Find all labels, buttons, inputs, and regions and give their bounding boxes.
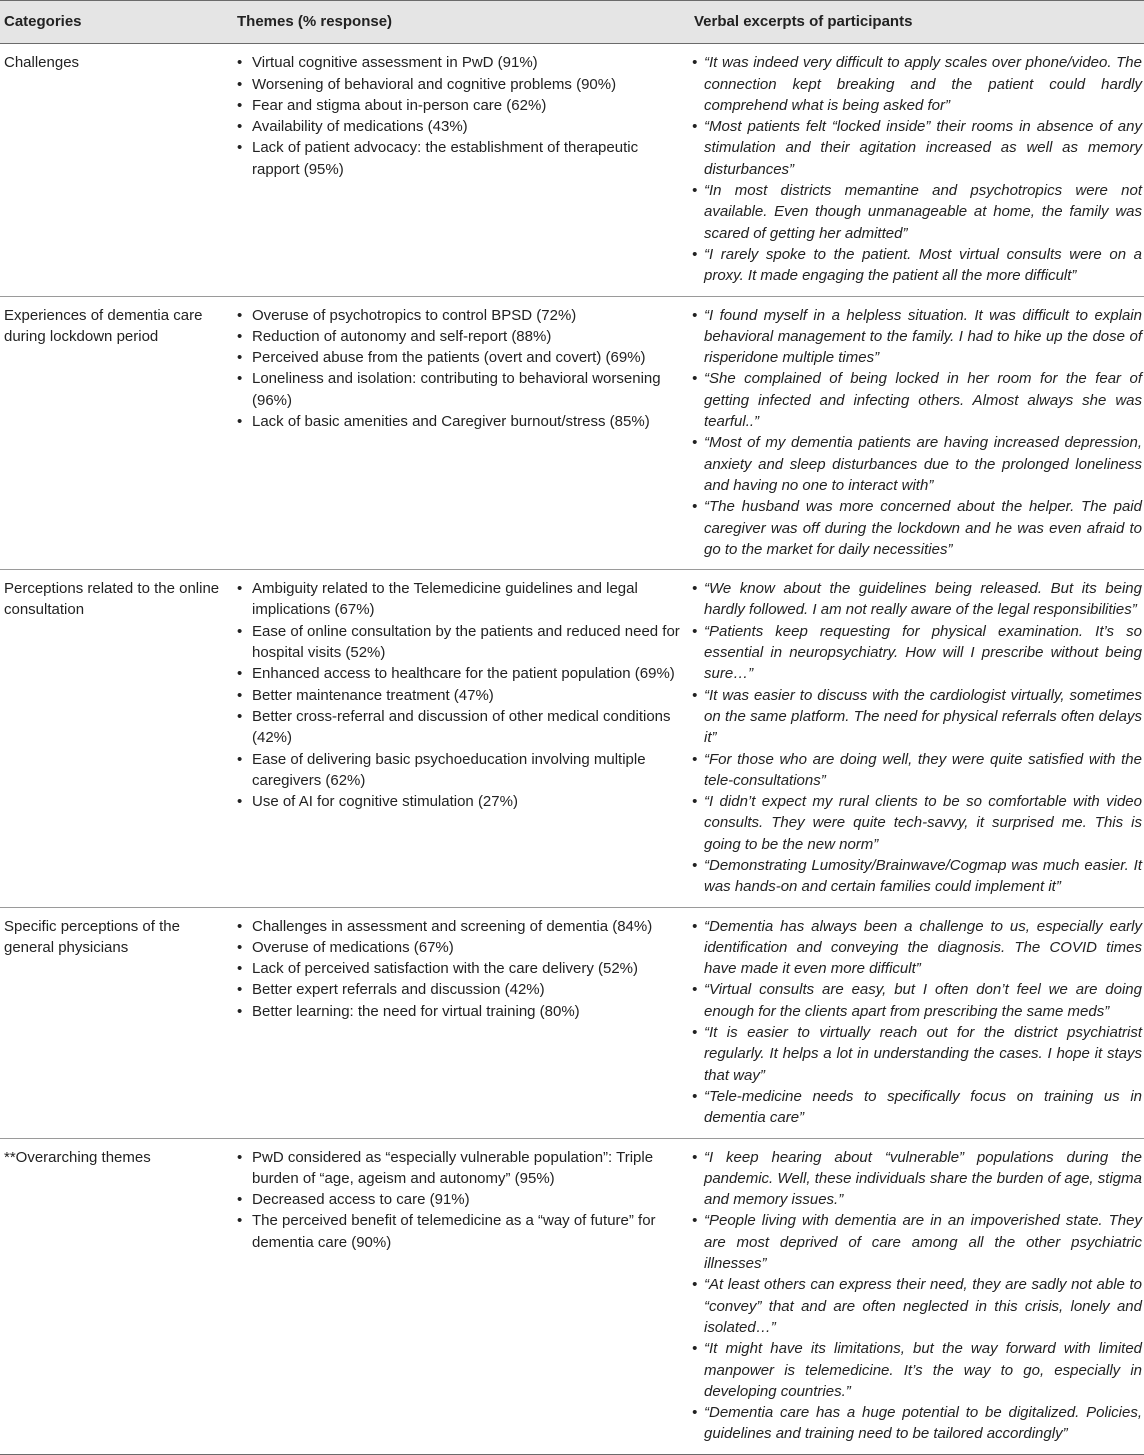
excerpt-item: • “At least others can express their need, they are sadly not able to “convey” that and are often neglected in this crisis, lonely and isolated…” — [692, 1274, 1142, 1338]
themes-cell — [233, 296, 690, 570]
category-cell: Experiences of dementia care during lockdown period — [0, 296, 233, 570]
excerpts-list — [692, 916, 1142, 1129]
theme-item: • Better learning: the need for virtual training (80%) — [237, 1001, 686, 1022]
theme-item: • Fear and stigma about in-person care (62%) — [237, 95, 686, 116]
excerpts-cell — [690, 1138, 1144, 1454]
table-row — [0, 44, 1144, 296]
excerpt-item: • “I keep hearing about “vulnerable” populations during the pandemic. Well, these individuals share the burden of age, stigma and memory issues.” — [692, 1147, 1142, 1211]
themes-cell — [233, 907, 690, 1138]
excerpt-item: • “Patients keep requesting for physical examination. It’s so essential in neuropsychiatry. How will I prescribe without being sure…” — [692, 621, 1142, 685]
header-row — [0, 1, 1144, 44]
table-row — [0, 296, 1144, 570]
excerpt-item: • “I didn’t expect my rural clients to be so comfortable with video consults. They were quite tech-savvy, it surprised me. This is going to be the new norm” — [692, 791, 1142, 855]
excerpts-cell — [690, 296, 1144, 570]
theme-item: • Lack of basic amenities and Caregiver burnout/stress (85%) — [237, 411, 686, 432]
excerpt-item: • “It is easier to virtually reach out for the district psychiatrist regularly. It helps a lot in understanding the cases. I hope it stays that way” — [692, 1022, 1142, 1086]
themes-cell — [233, 44, 690, 296]
excerpt-item: • “For those who are doing well, they were quite satisfied with the tele-consultations” — [692, 749, 1142, 792]
excerpts-list — [692, 1147, 1142, 1445]
excerpt-item: • “Tele-medicine needs to specifically focus on training us in dementia care” — [692, 1086, 1142, 1129]
theme-item: • PwD considered as “especially vulnerable population”: Triple burden of “age, ageism and autonomy” (95%) — [237, 1147, 686, 1190]
header-categories: Categories — [0, 1, 233, 44]
theme-item: • The perceived benefit of telemedicine as a “way of future” for dementia care (90%) — [237, 1210, 686, 1253]
category-cell: Perceptions related to the online consultation — [0, 570, 233, 907]
theme-item: • Use of AI for cognitive stimulation (27%) — [237, 791, 686, 812]
theme-item: • Overuse of psychotropics to control BPSD (72%) — [237, 305, 686, 326]
excerpt-item: • “People living with dementia are in an impoverished state. They are most deprived of care among all the other psychiatric illnesses” — [692, 1210, 1142, 1274]
excerpts-list — [692, 52, 1142, 286]
theme-item: • Lack of perceived satisfaction with the care delivery (52%) — [237, 958, 686, 979]
excerpt-item: • “The husband was more concerned about the helper. The paid caregiver was off during the lockdown and he was even afraid to go to the market for daily necessities” — [692, 496, 1142, 560]
theme-item: • Better cross-referral and discussion of other medical conditions (42%) — [237, 706, 686, 749]
themes-list — [237, 52, 686, 180]
excerpt-item: • “We know about the guidelines being released. But its being hardly followed. I am not really aware of the legal responsibilities” — [692, 578, 1142, 621]
excerpt-item: • “Virtual consults are easy, but I often don’t feel we are doing enough for the clients apart from prescribing the same meds” — [692, 979, 1142, 1022]
excerpt-item: • “Most patients felt “locked inside” their rooms in absence of any stimulation and their agitation increased as well as memory disturbances” — [692, 116, 1142, 180]
excerpt-item: • “Demonstrating Lumosity/Brainwave/Cogmap was much easier. It was hands-on and certain families could implement it” — [692, 855, 1142, 898]
table-header — [0, 1, 1144, 44]
theme-item: • Loneliness and isolation: contributing to behavioral worsening (96%) — [237, 368, 686, 411]
excerpt-item: • “I rarely spoke to the patient. Most virtual consults were on a proxy. It made engaging the patient all the more difficult” — [692, 244, 1142, 287]
excerpt-item: • “She complained of being locked in her room for the fear of getting infected and infecting others. Almost always she was tearful..” — [692, 368, 1142, 432]
theme-item: • Perceived abuse from the patients (overt and covert) (69%) — [237, 347, 686, 368]
excerpts-cell — [690, 44, 1144, 296]
excerpt-item: • “It might have its limitations, but the way forward with limited manpower is telemedicine. It’s the way to go, especially in developing countries.” — [692, 1338, 1142, 1402]
themes-cell — [233, 1138, 690, 1454]
table-body — [0, 44, 1144, 1454]
themes-list — [237, 916, 686, 1022]
theme-item: • Reduction of autonomy and self-report (88%) — [237, 326, 686, 347]
excerpt-item: • “It was easier to discuss with the cardiologist virtually, sometimes on the same platform. The need for physical referrals often delays it” — [692, 685, 1142, 749]
theme-item: • Enhanced access to healthcare for the patient population (69%) — [237, 663, 686, 684]
theme-item: • Ease of online consultation by the patients and reduced need for hospital visits (52%) — [237, 621, 686, 664]
theme-item: • Availability of medications (43%) — [237, 116, 686, 137]
theme-item: • Overuse of medications (67%) — [237, 937, 686, 958]
category-cell: **Overarching themes — [0, 1138, 233, 1454]
themes-list — [237, 305, 686, 433]
category-cell: Specific perceptions of the general physicians — [0, 907, 233, 1138]
theme-item: • Lack of patient advocacy: the establishment of therapeutic rapport (95%) — [237, 137, 686, 180]
header-excerpts: Verbal excerpts of participants — [690, 1, 1144, 44]
theme-item: • Decreased access to care (91%) — [237, 1189, 686, 1210]
excerpt-item: • “Most of my dementia patients are having increased depression, anxiety and sleep disturbances due to the prolonged loneliness and having no one to interact with” — [692, 432, 1142, 496]
theme-item: • Worsening of behavioral and cognitive problems (90%) — [237, 74, 686, 95]
theme-item: • Virtual cognitive assessment in PwD (91%) — [237, 52, 686, 73]
excerpts-cell — [690, 570, 1144, 907]
header-themes: Themes (% response) — [233, 1, 690, 44]
themes-list — [237, 1147, 686, 1253]
excerpt-item: • “In most districts memantine and psychotropics were not available. Even though unmanageable at home, the family was scared of getting her admitted” — [692, 180, 1142, 244]
theme-item: • Challenges in assessment and screening of dementia (84%) — [237, 916, 686, 937]
theme-item: • Better expert referrals and discussion (42%) — [237, 979, 686, 1000]
table-row — [0, 1138, 1144, 1454]
themes-list — [237, 578, 686, 812]
table-row — [0, 907, 1144, 1138]
excerpt-item: • “It was indeed very difficult to apply scales over phone/video. The connection kept breaking and the patient could hardly comprehend what is being asked for” — [692, 52, 1142, 116]
excerpts-cell — [690, 907, 1144, 1138]
themes-cell — [233, 570, 690, 907]
theme-item: • Ease of delivering basic psychoeducation involving multiple caregivers (62%) — [237, 749, 686, 792]
excerpt-item: • “I found myself in a helpless situation. It was difficult to explain behavioral management to the family. I had to hike up the dose of risperidone multiple times” — [692, 305, 1142, 369]
table-row — [0, 570, 1144, 907]
excerpts-list — [692, 305, 1142, 561]
category-cell: Challenges — [0, 44, 233, 296]
theme-item: • Ambiguity related to the Telemedicine guidelines and legal implications (67%) — [237, 578, 686, 621]
excerpt-item: • “Dementia has always been a challenge to us, especially early identification and conveying the diagnosis. The COVID times have made it even more difficult” — [692, 916, 1142, 980]
theme-item: • Better maintenance treatment (47%) — [237, 685, 686, 706]
excerpts-list — [692, 578, 1142, 897]
excerpt-item: • “Dementia care has a huge potential to be digitalized. Policies, guidelines and training need to be tailored accordingly” — [692, 1402, 1142, 1445]
